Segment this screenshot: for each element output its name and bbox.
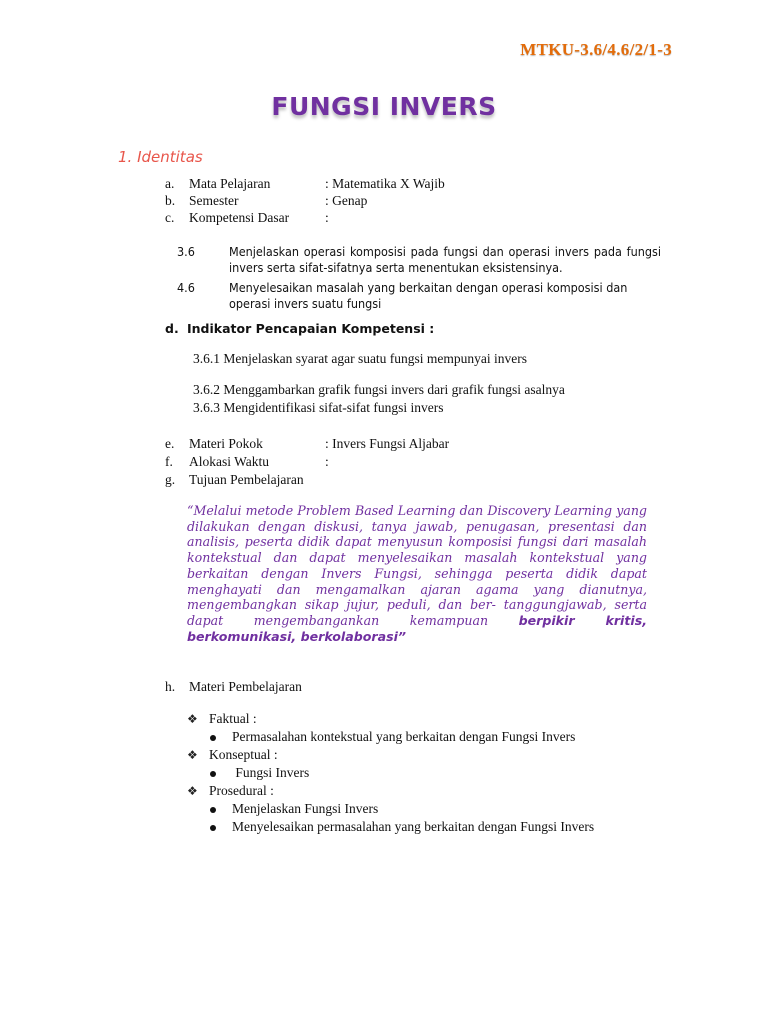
row-letter: g. bbox=[165, 472, 176, 487]
round-bullet-icon bbox=[210, 825, 216, 831]
category-label: Faktual : bbox=[209, 711, 257, 726]
list-item bbox=[187, 728, 594, 746]
category-label: Konseptual : bbox=[209, 747, 278, 762]
list-item-text: Permasalahan kontekstual yang berkaitan dengan Fungsi Invers bbox=[232, 729, 576, 744]
row-label: Kompetensi Dasar bbox=[189, 210, 290, 225]
row-label: Indikator Pencapaian Kompetensi : bbox=[187, 321, 435, 336]
round-bullet-icon bbox=[210, 771, 216, 777]
kd-item bbox=[177, 244, 661, 276]
row-letter: d. bbox=[165, 321, 179, 336]
list-item bbox=[187, 764, 594, 782]
materi-list bbox=[187, 710, 594, 836]
indikator-heading bbox=[165, 321, 645, 339]
identitas-row bbox=[165, 192, 645, 209]
kd-number: 4.6 bbox=[177, 280, 195, 295]
kd-number: 3.6 bbox=[177, 244, 195, 259]
tujuan-body: “Melalui metode Problem Based Learning dan Discovery Learning yang dilakukan dengan diskusi, tanya jawab, penugasan, presentasi dan analisis, peserta didik dapat menyusun komposisi fungsi dari masalah kontekstual dan dapat menyelesaikan masalah kontekstual yang berkaitan dengan Invers Fungsi, sehingga peserta didik dapat menghayati dan mengamalkan ajaran agama yang dianutnya, mengembangkan sikap jujur, peduli, dan ber- tanggungjawab, serta dapat mengembangankan kemampuan bbox=[187, 503, 647, 628]
diamond-bullet-icon: ❖ bbox=[187, 784, 198, 798]
indikator-item: 3.6.1 Menjelaskan syarat agar suatu fungsi mempunyai invers bbox=[193, 351, 528, 366]
kd-text: Menyelesaikan masalah yang berkaitan dengan operasi komposisi dan operasi invers suatu fungsi bbox=[229, 280, 628, 311]
kd-text: Menjelaskan operasi komposisi pada fungsi dan operasi invers pada fungsi invers serta sifat-sifatnya serta menentukan eksistensinya. bbox=[229, 244, 661, 275]
identitas-row bbox=[165, 435, 645, 452]
tujuan-emphasis: berpikir kritis, berkomunikasi, berkolaborasi” bbox=[187, 612, 647, 644]
row-label: Materi Pokok bbox=[189, 436, 263, 451]
row-label: Mata Pelajaran bbox=[189, 176, 271, 191]
row-value: : Genap bbox=[325, 193, 368, 208]
row-value: : Matematika X Wajib bbox=[325, 176, 445, 191]
materi-heading bbox=[165, 678, 645, 695]
indikator-item: 3.6.3 Mengidentifikasi sifat-sifat fungsi invers bbox=[193, 400, 444, 415]
row-letter: b. bbox=[165, 193, 176, 208]
row-letter: h. bbox=[165, 679, 176, 694]
list-item bbox=[187, 818, 594, 836]
tujuan-pembelajaran-text bbox=[187, 503, 647, 644]
row-value: : Invers Fungsi Aljabar bbox=[325, 436, 450, 451]
indikator-item: 3.6.2 Menggambarkan grafik fungsi invers dari grafik fungsi asalnya bbox=[193, 382, 565, 397]
kd-item bbox=[177, 280, 643, 312]
list-item-text: Fungsi Invers bbox=[232, 765, 310, 780]
row-label: Alokasi Waktu bbox=[189, 454, 270, 469]
row-label: Semester bbox=[189, 193, 239, 208]
materi-category bbox=[187, 782, 594, 800]
document-code: MTKU-3.6/4.6/2/1-3 bbox=[520, 40, 672, 59]
document-title: FUNGSI INVERS bbox=[271, 92, 497, 121]
materi-category bbox=[187, 710, 594, 728]
identitas-row bbox=[165, 453, 645, 470]
list-item-text: Menjelaskan Fungsi Invers bbox=[232, 801, 379, 816]
round-bullet-icon bbox=[210, 807, 216, 813]
row-label: Tujuan Pembelajaran bbox=[189, 472, 304, 487]
row-letter: f. bbox=[165, 454, 173, 469]
identitas-row bbox=[165, 471, 645, 488]
section-heading-identitas: 1. Identitas bbox=[118, 148, 203, 166]
diamond-bullet-icon: ❖ bbox=[187, 712, 198, 726]
row-value: : bbox=[325, 210, 329, 225]
identitas-row bbox=[165, 175, 645, 192]
category-label: Prosedural : bbox=[209, 783, 274, 798]
materi-category bbox=[187, 746, 594, 764]
round-bullet-icon bbox=[210, 735, 216, 741]
row-letter: a. bbox=[165, 176, 175, 191]
row-label: Materi Pembelajaran bbox=[189, 679, 302, 694]
identitas-row bbox=[165, 209, 645, 226]
row-letter: e. bbox=[165, 436, 175, 451]
row-value: : bbox=[325, 454, 329, 469]
row-letter: c. bbox=[165, 210, 175, 225]
list-item-text: Menyelesaikan permasalahan yang berkaitan dengan Fungsi Invers bbox=[232, 819, 595, 834]
list-item bbox=[187, 800, 594, 818]
diamond-bullet-icon: ❖ bbox=[187, 748, 198, 762]
